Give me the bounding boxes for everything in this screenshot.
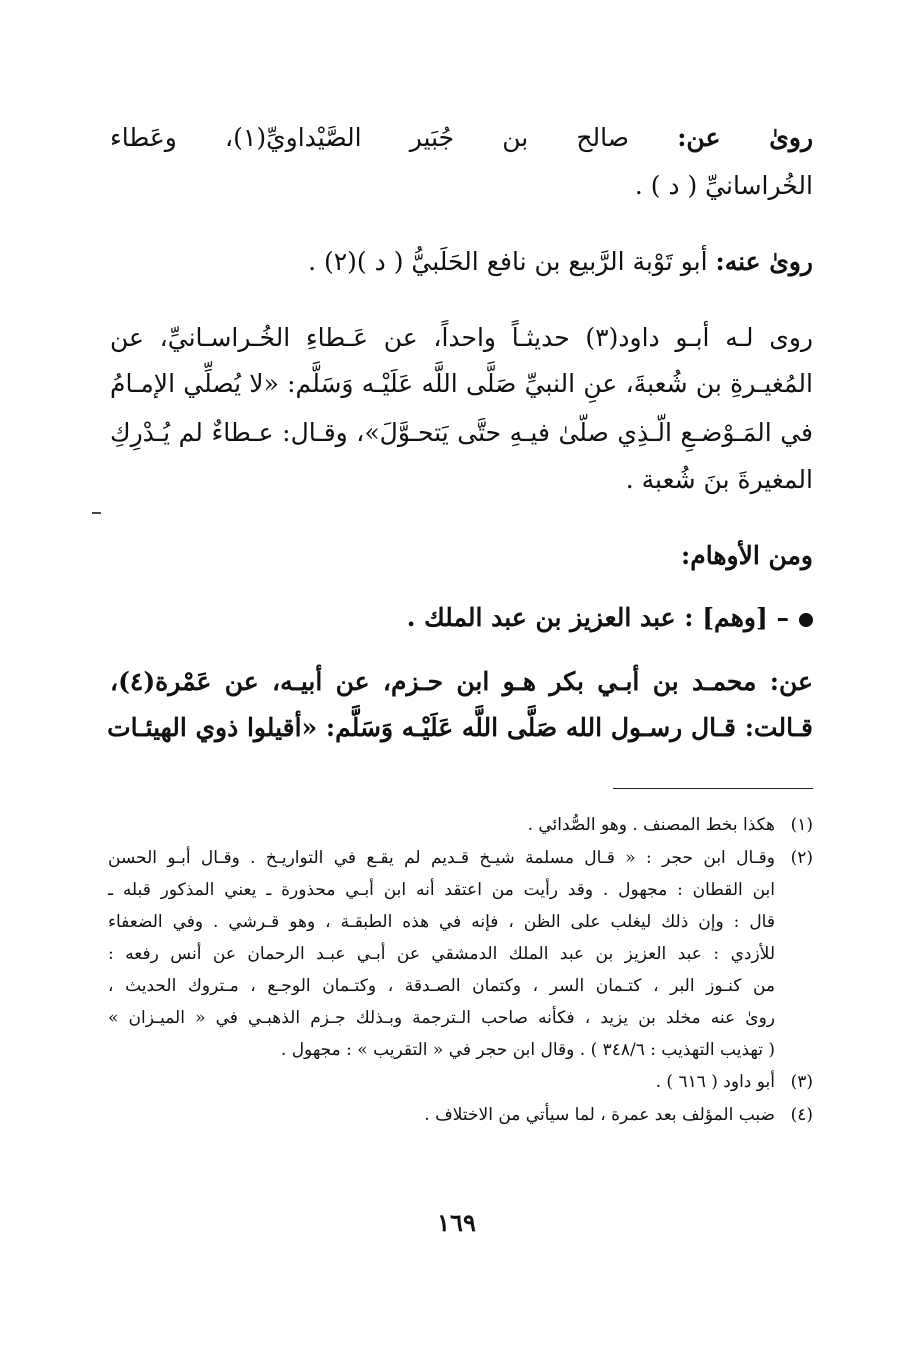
stray-print-mark bbox=[92, 512, 101, 514]
footnote-4-line-1: ضبب المؤلف بعد عمرة ، لما سيأتي من الاختلاف . bbox=[424, 1105, 775, 1125]
bullet-text: – [وهم] : عبد العزيز بن عبد الملك . bbox=[406, 603, 789, 632]
page-number: ١٦٩ bbox=[437, 1208, 476, 1237]
narrated-from-text: صالح بن جُبَير الصَّيْداويِّ(١)، وعَطاء bbox=[110, 123, 630, 152]
bullet-dot-icon bbox=[799, 613, 813, 627]
footnote-2-line-6: روىٰ عنه مخلد بن يزيد ، فكأنه صاحب الـترجمة وبـذلك جـزم الذهبـي في « الميـزان » bbox=[108, 1008, 775, 1028]
chain-from-label: عن: bbox=[769, 667, 813, 696]
footnote-1-line-1: هكذا بخط المصنف . وهو الصُّدائي . bbox=[527, 815, 775, 835]
footnote-2-line-3: قال : وإن ذلك ليغلب على الظن ، فإنه في هذه الطبقـة ، وهو قـرشي . وفي الضعفاء bbox=[108, 912, 775, 932]
hadith-paragraph-line-3: في المَـوْضـعِ الّـذِي صلّىٰ فيـهِ حتَّى يَتحـوَّلَ»، وقـال: عـطاءٌ لم يُـدْرِكِ bbox=[110, 418, 813, 447]
footnote-number-4: (٤) bbox=[790, 1105, 813, 1125]
footnote-2-line-2: ابن القطان : مجهول . وقد رأيت من اعتقد أنه ابن أبـي محذورة ـ يعني المذكور قبله ـ bbox=[108, 880, 775, 900]
footnote-2-line-7: ( تهذيب التهذيب : ٣٤٨/٦ ) . وقال ابن حجر في « التقريب » : مجهول . bbox=[280, 1040, 775, 1060]
footnote-2-line-5: من كنـوز البر ، كتـمان السر ، وكتمان الصـدقة ، وكتـمان الوجـع ، مـتروك الحديث ، bbox=[108, 976, 775, 996]
narrated-by-label: رویٰ عنه: bbox=[715, 247, 813, 276]
footnote-2-line-4: للأزدي : عبد العزيز بن عبد الملك الدمشقي عن أبـي عبـد الرحمان عن أنس رفعه : bbox=[108, 944, 775, 964]
hadith-paragraph-line-2: المُغيـرةِ بن شُعبةَ، عنِ النبيِّ صَلَّى اللَّه عَلَيْـه وَسَلَّم: «لا يُصلِّي الإمـامُ bbox=[110, 369, 813, 398]
hadith-paragraph-line-4: المغيرةَ بنَ شُعبة . bbox=[625, 465, 813, 494]
narrated-by-line bbox=[110, 242, 813, 282]
narrated-from-label: رویٰ عن: bbox=[677, 123, 814, 152]
narrated-from-line-1 bbox=[110, 118, 813, 158]
bullet-line bbox=[110, 598, 813, 638]
section-title: ومن الأوهام: bbox=[681, 541, 813, 570]
footnote-number-2: (٢) bbox=[790, 848, 813, 868]
footnote-3-line-1: أبو داود ( ٦١٦ ) . bbox=[655, 1072, 775, 1092]
chain-paragraph-line-1 bbox=[110, 662, 813, 702]
narrated-from-line-2: الخُراسانيِّ ( د ) . bbox=[634, 171, 813, 200]
footnote-number-3: (٣) bbox=[790, 1072, 813, 1092]
chain-paragraph-line-2: قـالت: قـال رسـول الله صَلَّى اللَّه عَلَيْـه وَسَلَّم: «أقيلوا ذوي الهيئـات bbox=[107, 713, 813, 742]
footnote-2-line-1: وقـال ابن حجر : « قـال مسلمة شيـخ قـديم لم يقـع في التواريـخ . وقـال أبـو الحسن bbox=[108, 848, 775, 868]
chain-text: محمـد بن أبـي بكر هـو ابن حـزم، عن أبيـه، عن عَمْرة(٤)، bbox=[110, 667, 757, 696]
footnote-number-1: (١) bbox=[790, 815, 813, 835]
narrated-by-text: أبو تَوْبة الرَّبيع بن نافع الحَلَبيُّ ( د )(٢) . bbox=[308, 247, 708, 276]
footnote-separator bbox=[613, 788, 813, 789]
hadith-paragraph-line-1: روى لـه أبـو داود(٣) حديثـاً واحداً، عن عَـطاءِ الخُـراسـانيِّ، عن bbox=[110, 323, 813, 352]
